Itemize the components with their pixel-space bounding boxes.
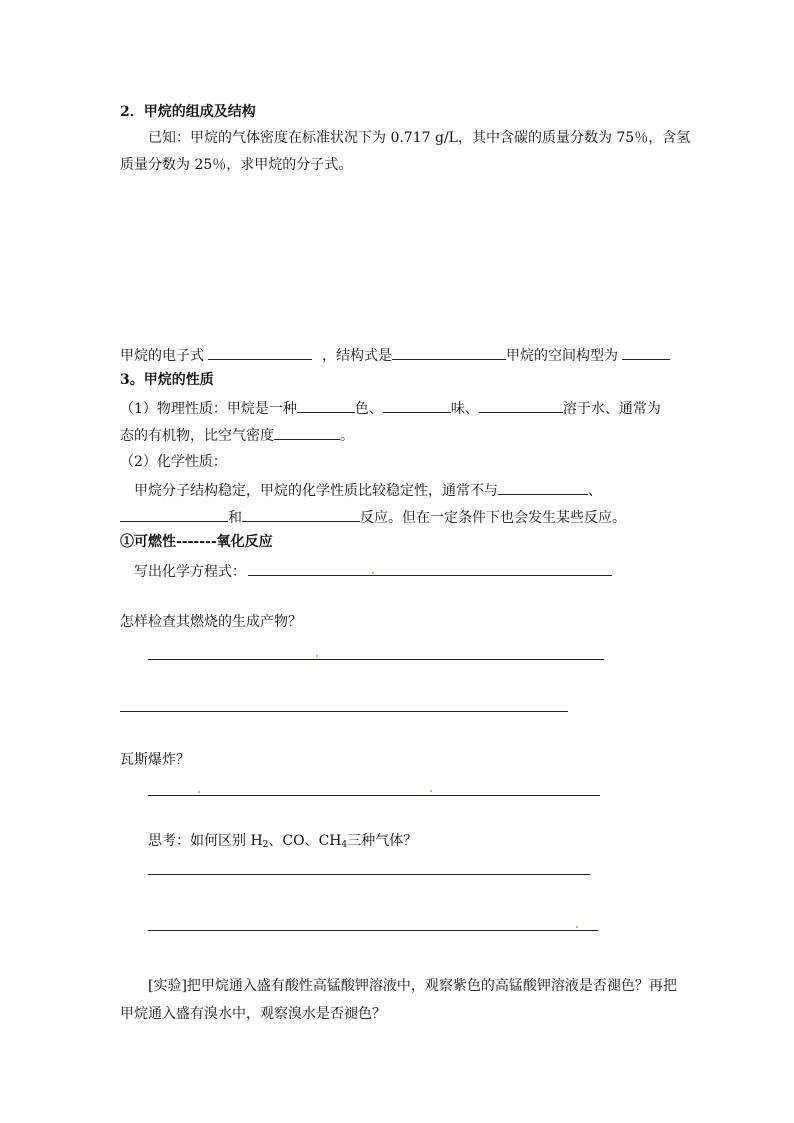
answer-line-think-1[interactable] [148,874,590,875]
separator: 、 [588,483,602,499]
physical-properties-text: （1）物理性质：甲烷是一种 [120,401,297,417]
structure-fill-line [120,344,670,366]
question-gas-explosion: 瓦斯爆炸？ [120,752,190,768]
think-question [148,831,417,851]
section-heading-composition: 2．甲烷的组成及结构 [120,104,256,120]
equation-blank[interactable] [248,560,612,576]
answer-line-products-1[interactable] [148,659,604,660]
combustion-heading: ①可燃性-------氧化反应 [120,534,273,550]
answer-line-think-2[interactable] [148,930,598,931]
reactant-blank-3[interactable] [242,506,360,522]
odor-label: 味、 [450,401,479,417]
think-prefix: 思考：如何区别 H [148,833,263,849]
electron-formula-blank[interactable] [208,344,312,360]
spatial-shape-label: 甲烷的空间构型为 [506,348,618,364]
color-blank[interactable] [297,397,355,413]
odor-blank[interactable] [383,397,451,413]
stability-line-1 [134,479,602,501]
reactant-blank-1[interactable] [498,479,588,495]
answer-line-explosion[interactable] [148,795,600,796]
stability-line-2 [120,506,626,528]
chemical-properties-heading: （2）化学性质： [120,454,227,470]
color-label: 色、 [354,401,383,417]
physical-properties-line [120,397,661,419]
scan-speck [316,655,318,657]
scan-speck [198,791,200,793]
known-text-line-2: 质量分数为 25％，求甲烷的分子式。 [120,157,353,173]
solubility-label: 溶于水、通常为 [562,401,661,417]
ch4-subscript: 4 [341,840,348,850]
reactant-blank-2[interactable] [120,506,228,522]
h2-subscript: 2 [262,840,269,850]
electron-formula-label: 甲烷的电子式 [120,348,204,364]
period: 。 [340,428,354,444]
spatial-shape-blank[interactable] [622,344,670,360]
question-products: 怎样检查其燃烧的生成产物？ [120,614,302,630]
scan-speck [576,926,578,928]
write-equation-label: 写出化学方程式： [134,564,246,580]
and-label: 和 [228,510,242,526]
scan-speck [430,790,432,792]
answer-line-products-2[interactable] [120,711,568,712]
think-middle: 、CO、CH [268,833,342,849]
density-blank[interactable] [274,424,340,440]
think-suffix: 三种气体？ [347,833,418,849]
experiment-line-2: 甲烷通入盛有溴水中，观察溴水是否褪色？ [120,1006,386,1022]
stability-text: 甲烷分子结构稳定，甲烷的化学性质比较稳定性，通常不与 [134,483,498,499]
experiment-line-1: [实验]把甲烷通入盛有酸性高锰酸钾溶液中，观察紫色的高锰酸钾溶液是否褪色？再把 [148,978,677,994]
reaction-note: 反应。但在一定条件下也会发生某些反应。 [360,510,626,526]
physical-state-line [120,424,354,446]
section-heading-properties: 3。甲烷的性质 [120,372,214,388]
state-text: 态的有机物，比空气密度 [120,428,274,444]
structural-formula-label: ，结构式是 [322,348,392,364]
structural-formula-blank[interactable] [392,344,506,360]
scan-speck [372,572,374,574]
known-text-line-1: 已知：甲烷的气体密度在标准状况下为 0.717 g/L，其中含碳的质量分数为 75％，含氢 [148,130,691,146]
equation-line [134,560,612,582]
solubility-blank[interactable] [479,397,563,413]
